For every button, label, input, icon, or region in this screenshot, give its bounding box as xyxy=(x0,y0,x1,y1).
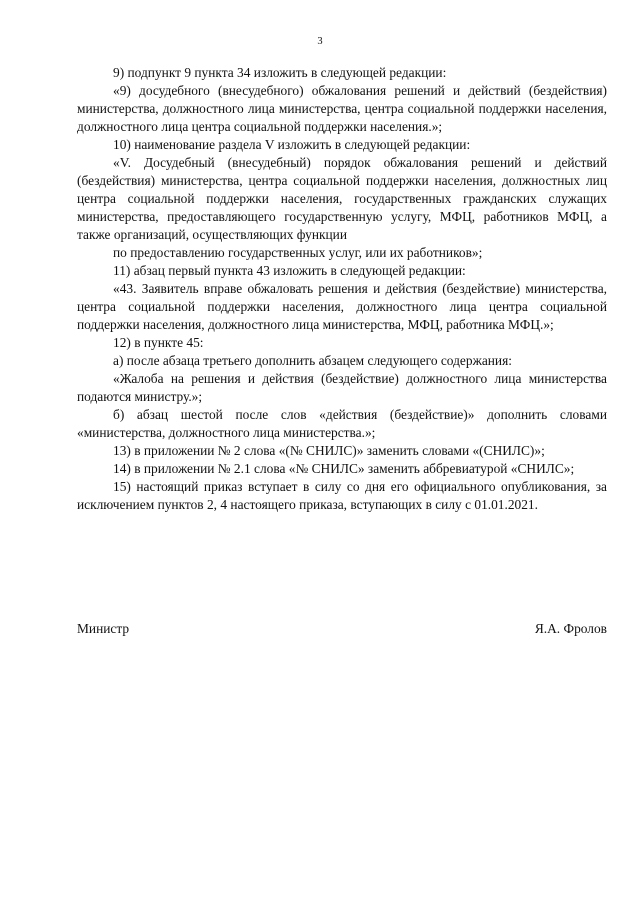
paragraph-item-15: 15) настоящий приказ вступает в силу со дня его официального опубликования, за исключением пунктов 2, 4 настоящего приказа, вступающих в силу с 01.01.2021. xyxy=(77,479,607,512)
paragraph-item-9: 9) подпункт 9 пункта 34 изложить в следующей редакции: xyxy=(113,65,447,80)
paragraph-quote-complaint: «Жалоба на решения и действия (бездействие) должностного лица министерства подаются министру.»; xyxy=(77,371,607,404)
paragraph-item-12: 12) в пункте 45: xyxy=(113,335,204,350)
signature-block xyxy=(77,620,607,638)
document-body xyxy=(77,64,607,514)
paragraph-item-12b: б) абзац шестой после слов «действия (бездействие)» дополнить словами «министерства, должностного лица министерства.»; xyxy=(77,407,607,440)
paragraph-quote-section-v: «V. Досудебный (внесудебный) порядок обжалования решений и действий (бездействия) министерства, центра социальной поддержки населения, должностных лиц центра социальной поддержки населения, государственных гражданских служащих министерства, предоставляющего государственную услугу, МФЦ, работников МФЦ, а также организаций, осуществляющих функции xyxy=(77,155,607,242)
page-number: 3 xyxy=(317,36,323,47)
paragraph-quote-9: «9) досудебного (внесудебного) обжалования решений и действий (бездействия) министерства, должностного лица министерства, центра социальной поддержки населения, должностного лица центра социальной поддержки населения.»; xyxy=(77,83,607,134)
paragraph-item-14: 14) в приложении № 2.1 слова «№ СНИЛС» заменить аббревиатурой «СНИЛС»; xyxy=(113,461,575,476)
paragraph-item-11: 11) абзац первый пункта 43 изложить в следующей редакции: xyxy=(113,263,466,278)
paragraph-item-13: 13) в приложении № 2 слова «(№ СНИЛС)» заменить словами «(СНИЛС)»; xyxy=(113,443,545,458)
paragraph-item-12a: а) после абзаца третьего дополнить абзацем следующего содержания: xyxy=(113,353,512,368)
paragraph-quote-43: «43. Заявитель вправе обжаловать решения и действия (бездействие) министерства, центра социальной поддержки населения, должностного лица центра социальной поддержки населения, должностного лица министерства, МФЦ, работника МФЦ.»; xyxy=(77,281,607,332)
paragraph-quote-section-v-end: по предоставлению государственных услуг, или их работников»; xyxy=(113,245,483,260)
signatory-position: Министр xyxy=(77,621,130,636)
paragraph-item-10: 10) наименование раздела V изложить в следующей редакции: xyxy=(113,137,471,152)
signatory-name: Я.А. Фролов xyxy=(534,621,607,636)
